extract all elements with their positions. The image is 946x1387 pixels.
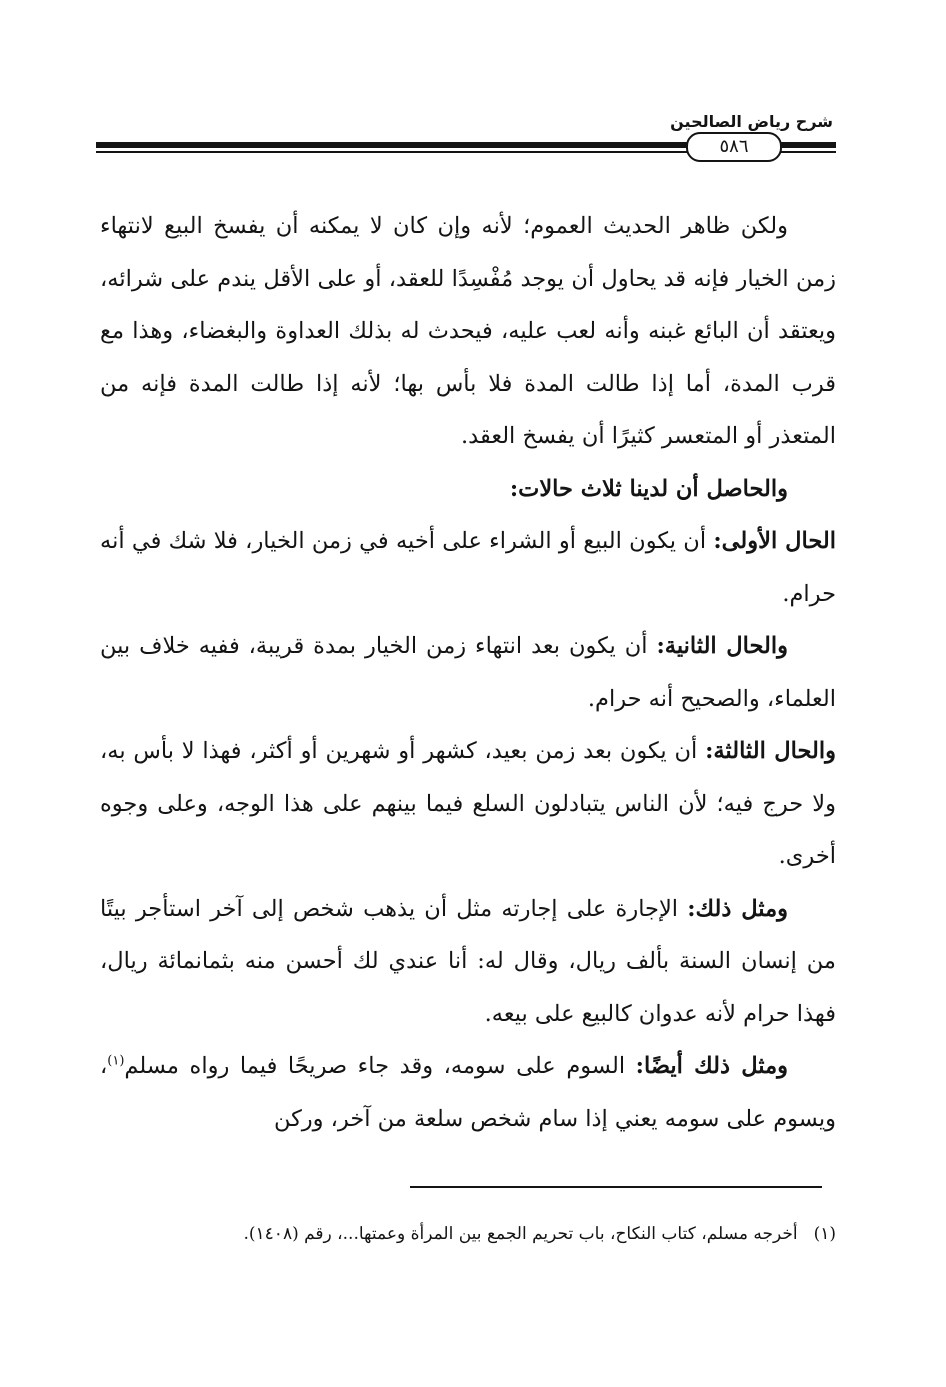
summary-heading: والحاصل أن لدينا ثلاث حالات: (509, 475, 788, 502)
example-1-label: ومثل ذلك: (687, 895, 788, 922)
header-rule (96, 132, 836, 172)
paragraph-6 (100, 883, 836, 1041)
example-2-text-b: ، ويسوم على سومه يعني إذا سام شخص سلعة من آخر، وركن (100, 1053, 836, 1132)
paragraph-7 (100, 1040, 836, 1145)
example-2-label: ومثل ذلك أيضًا: (635, 1053, 789, 1079)
case-1-text: أن يكون البيع أو الشراء على أخيه في زمن الخيار، فلا شك في أنه حرام. (100, 528, 836, 607)
example-1-text: الإجارة على إجارته مثل أن يذهب شخص إلى آخر استأجر بيتًا من إنسان السنة بألف ريال، وقال له: أنا عندي لك أحسن منه بثمانمائة ريال، فهذا حرام لأنه عدوان كالبيع على بيعه. (100, 895, 836, 1027)
footnote-number: (١) (813, 1224, 836, 1244)
case-2-text: أن يكون بعد انتهاء زمن الخيار بمدة قريبة، ففيه خلاف بين العلماء، والصحيح أنه حرام. (100, 633, 836, 712)
paragraph-1: ولكن ظاهر الحديث العموم؛ لأنه وإن كان لا يمكنه أن يفسخ البيع لانتهاء زمن الخيار فإنه قد يحاول أن يوجد مُفْسِدًا للعقد، أو على الأقل يندم على شرائه، ويعتقد أن البائع غبنه وأنه لعب عليه، فيحدث له بذلك العداوة والبغضاء، وهذا مع قرب المدة، أما إذا طالت المدة فلا بأس بها؛ لأنه إذا طالت المدة فإنه من المتعذر أو المتعسر كثيرًا أن يفسخ العقد. (100, 213, 836, 449)
footnote-separator (410, 1186, 822, 1188)
case-1-label: الحال الأولى: (713, 528, 836, 554)
paragraph-4 (100, 620, 836, 725)
case-3-label: والحال الثالثة: (705, 738, 836, 764)
case-3-text: أن يكون بعد زمن بعيد، كشهر أو شهرين أو أكثر، فهذا لا بأس به، ولا حرج فيه؛ لأن الناس يتبادلون السلع فيما بينهم على هذا الوجه، وعلى وجوه أخرى. (100, 738, 836, 869)
book-title: شرح رياض الصالحين (670, 112, 833, 131)
case-2-label: والحال الثانية: (656, 633, 788, 659)
page-number: ٥٨٦ (686, 132, 782, 162)
paragraph-5 (100, 725, 836, 883)
example-2-text-a: السوم على سومه، وقد جاء صريحًا فيما رواه مسلم (124, 1053, 636, 1079)
footnote (110, 1220, 836, 1248)
paragraph-2 (100, 463, 836, 516)
main-text (100, 200, 836, 1145)
footnote-reference[interactable]: (١) (107, 1053, 125, 1069)
footnote-text: أخرجه مسلم، كتاب النكاح، باب تحريم الجمع بين المرأة وعمتها...، رقم (١٤٠٨). (243, 1224, 798, 1244)
paragraph-3 (100, 515, 836, 620)
